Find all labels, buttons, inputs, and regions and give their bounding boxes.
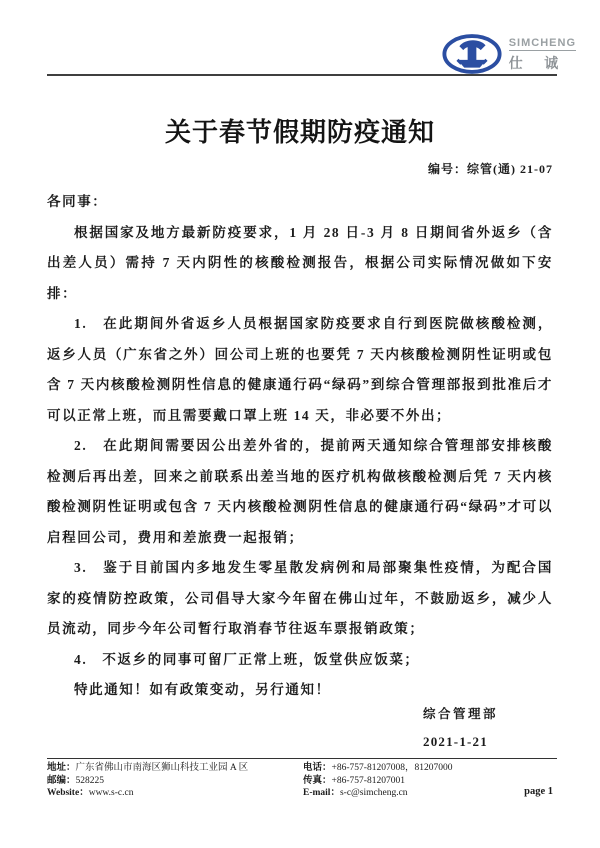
- postcode-value: 528225: [75, 775, 105, 786]
- salutation: 各同事：: [47, 194, 108, 209]
- address-label: 地址：: [47, 763, 76, 773]
- email-value: s-c@simcheng.cn: [339, 788, 408, 799]
- phone-label: 电话：: [303, 763, 332, 773]
- footer-right-column: [303, 762, 503, 800]
- brand-text: [509, 33, 576, 73]
- doc-number: 编号：综管(通) 21-07: [428, 162, 553, 176]
- footer-website-row: [47, 787, 297, 800]
- notice-body: [47, 187, 553, 706]
- brand-wordmark: SIMCHENG: [508, 37, 576, 49]
- notice-item-3: 3. 鉴于目前国内多地发生零星散发病例和局部聚集性疫情，为配合国家的疫情防控政策，公司倡导大家今年留在佛山过年，不鼓励返乡，减少人员流动，同步今年公司暂行取消春节往返车票报销政策；: [47, 560, 553, 636]
- page-title: 关于春节假期防疫通知: [164, 118, 435, 147]
- signature-block: [423, 704, 498, 750]
- website-value: www.s-c.cn: [88, 788, 134, 799]
- address-value: 广东省佛山市南海区狮山科技工业园 A 区: [75, 763, 249, 773]
- brand-logo: [441, 33, 576, 75]
- footer-address-row: [47, 762, 297, 775]
- notice-item-2: 2. 在此期间需要因公出差外省的，提前两天通知综合管理部安排核酸检测后再出差，回来之前联系出差当地的医疗机构做核酸检测后凭 7 天内核酸检测阴性证明或包含 7 天内核酸检测阴性信息的健康通行码“绿码”才可以启程回公司，费用和差旅费一起报销；: [47, 438, 553, 545]
- website-label: Website：: [47, 788, 89, 799]
- footer-fax-row: [303, 775, 503, 788]
- brand-cjk-name: 仕 诚: [508, 57, 568, 72]
- closing-line: 特此通知！如有政策变动，另行通知！: [74, 682, 331, 697]
- notice-item-1: 1. 在此期间外省返乡人员根据国家防疫要求自行到医院做核酸检测，返乡人员（广东省之外）回公司上班的也要凭 7 天内核酸检测阴性证明或包含 7 天内核酸检测阴性信息的健康通行码“绿码”到综合管理部报到批准后才可以正常上班，而且需要戴口罩上班 14 天，非必要不外出；: [47, 316, 553, 423]
- footer-email-row: [303, 787, 503, 800]
- signature-date: 2021-1-21: [423, 734, 488, 749]
- signature-department: 综合管理部: [423, 707, 499, 721]
- notice-item-4: 4. 不返乡的同事可留厂正常上班，饭堂供应饭菜；: [74, 651, 420, 667]
- footer-postcode-row: [47, 775, 297, 788]
- postcode-label: 邮编：: [47, 775, 76, 786]
- email-label: E-mail：: [303, 788, 340, 799]
- intro-paragraph: 根据国家及地方最新防疫要求，1 月 28 日-3 月 8 日期间省外返乡（含出差人员）需持 7 天内阴性的核酸检测报告，根据公司实际情况做如下安排：: [47, 224, 553, 301]
- header-divider: [47, 74, 557, 76]
- page-number: page 1: [524, 786, 553, 798]
- footer: [47, 762, 557, 802]
- fax-label: 传真：: [303, 775, 332, 786]
- phone-value: +86-757-81207008，81207000: [331, 763, 453, 773]
- footer-left-column: [47, 762, 297, 800]
- fax-value: +86-757-81207001: [331, 775, 405, 786]
- footer-phone-row: [303, 762, 503, 775]
- footer-divider: [47, 758, 557, 759]
- sc-monogram-icon: [441, 33, 503, 75]
